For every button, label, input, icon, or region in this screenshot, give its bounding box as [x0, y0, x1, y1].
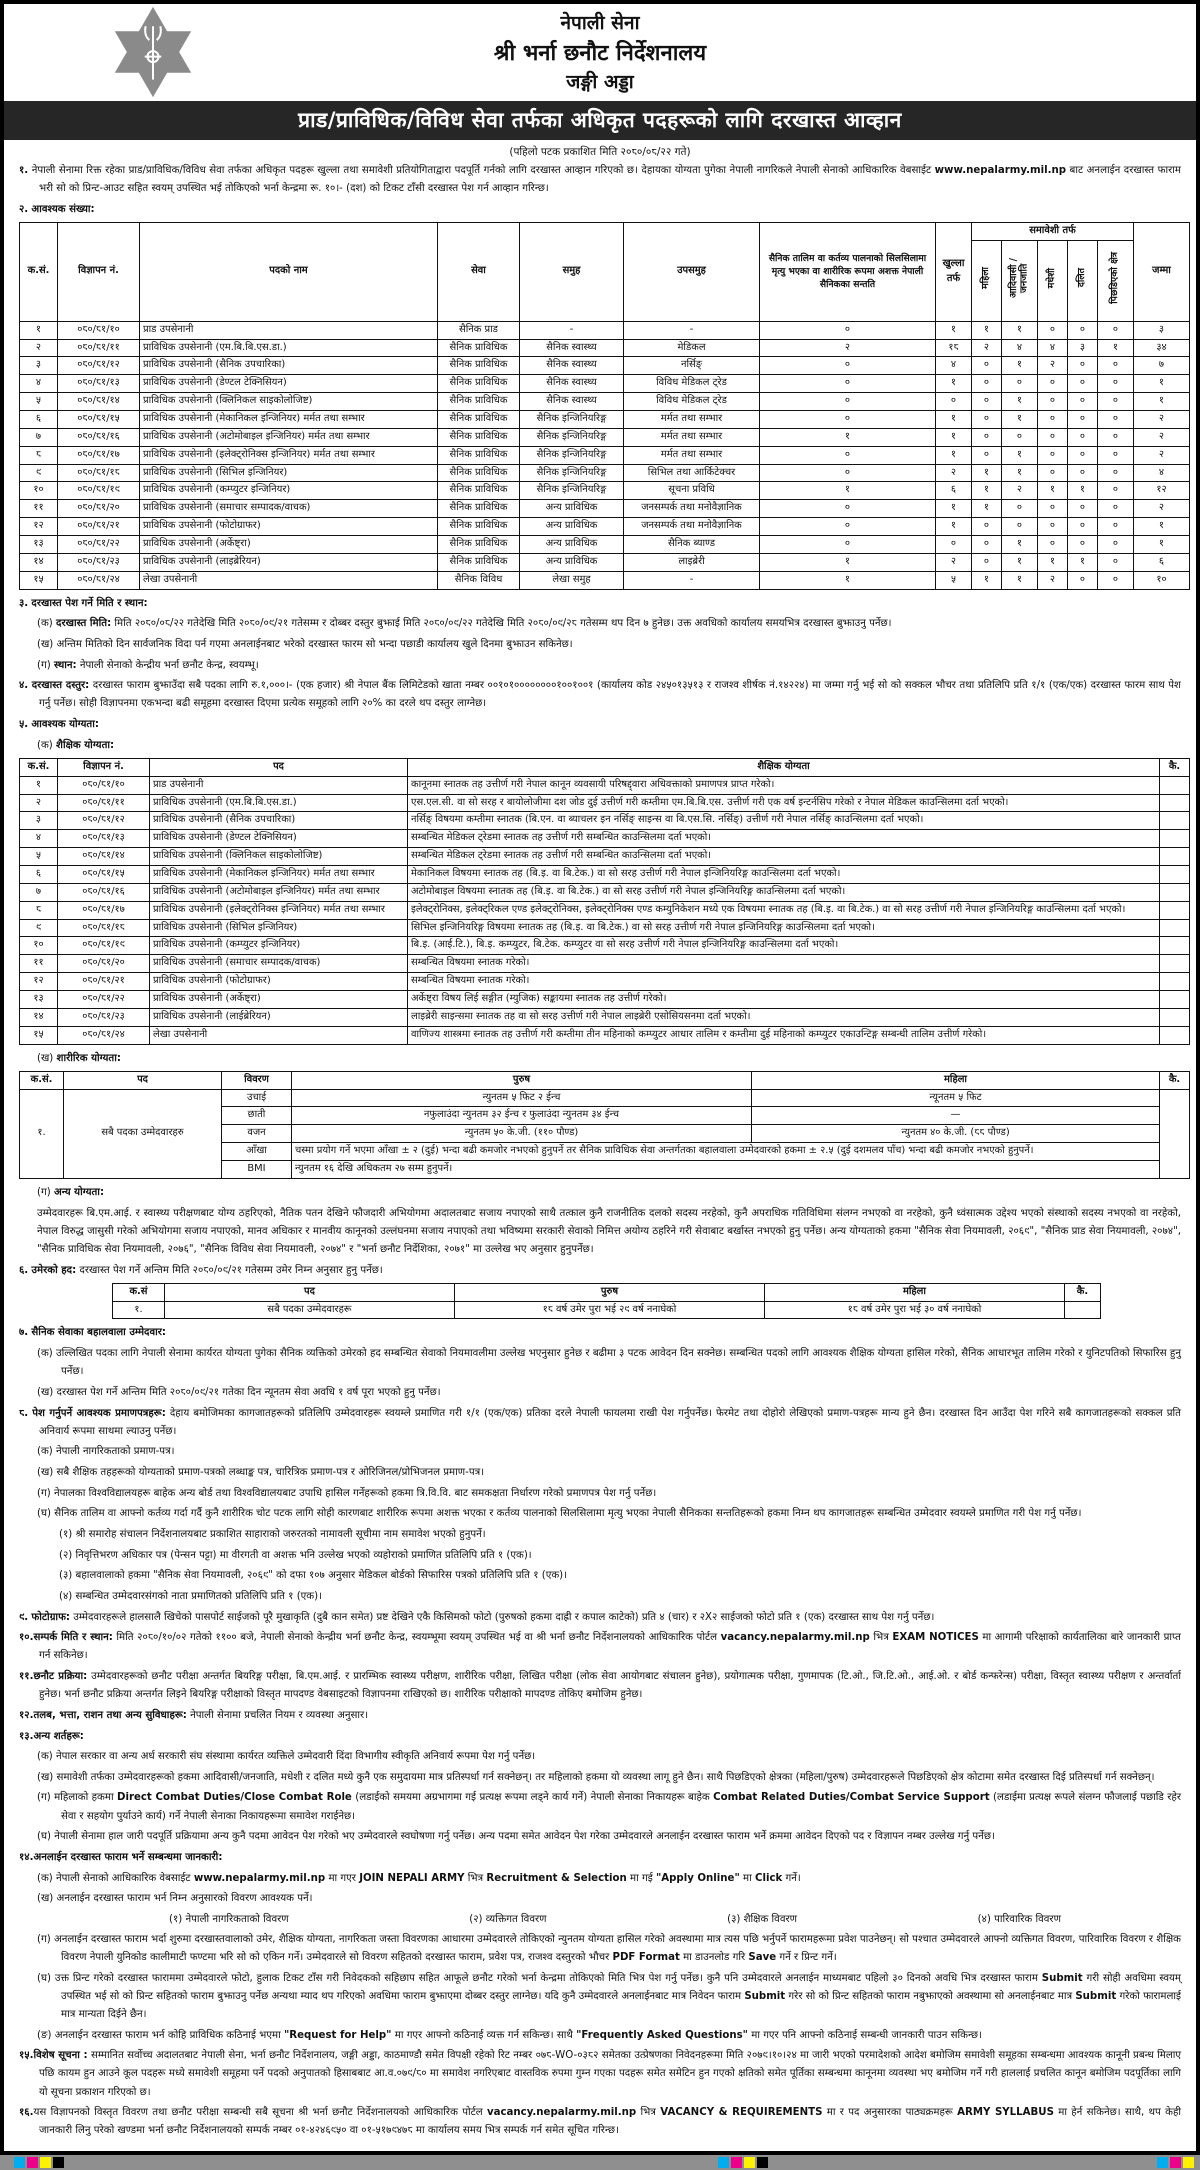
- education-table: [19, 758, 1190, 1045]
- table-row: १३ ०८०/८१/२२ प्राविधिक उपसेनानी (अर्केष्ट्रा) अर्केष्ट्रा विषय लिई सङ्गीत (म्युजिक) सङ्कायमा स्नातक तह उत्तीर्ण गरेको।: [20, 990, 1190, 1008]
- cmyk-patch: [1183, 2157, 1194, 2168]
- section-5-phys-label: (ख) शारीरिक योग्यता:: [37, 1052, 121, 1064]
- table-row: १५ ०८०/८१/२४ लेखा उपसेनानी वाणिज्य शास्त्रमा स्नातक तह उत्तीर्ण गरी कम्तीमा तीन महिनाको कम्प्युटर आधार तालिम र कम्तीमा दुई महिनाको कम्प्युटर एकाउन्टिङ्ग सम्बन्धी तालिम उत्तीर्ण गरेको।: [20, 1026, 1190, 1044]
- table-row: ८ ०८०/८१/१७ प्राविधिक उपसेनानी (इलेक्ट्रोनिक्स इन्जिनियर) मर्मत तथा सम्भार सैनिक प्राविधिक सैनिक इन्जिनियरिङ्ग मर्मत तथा सम्भार ० १ ० १ ० ० ० २: [20, 446, 1190, 464]
- table-row: ९ ०८०/८१/१८ प्राविधिक उपसेनानी (सिभिल इन्जिनियर) सैनिक प्राविधिक सैनिक इन्जिनियरिङ्ग सिभिल तथा आर्किटेक्चर ० २ १ १ ० ० ० ४: [20, 464, 1190, 482]
- age-table-header: क.सं पद पुरुष महिला कै.: [112, 1283, 1100, 1301]
- vacancy-table-body: [20, 321, 1190, 589]
- table-row: १२ ०८०/८१/२१ प्राविधिक उपसेनानी (फोटोग्राफर) सम्बन्धित विषयमा स्नातक गरेको।: [20, 973, 1190, 991]
- section-8-item-kha: (ख) सबै शैक्षिक तहहरूको योग्यताको प्रमाण-पत्रको लब्धाङ्क पत्र, चारित्रिक प्रमाण-पत्र र ओरिजिनल/प्रोभिजनल प्रमाण-पत्र।: [37, 1466, 485, 1478]
- section-8-sub-3: (३) बहालवालाको हकमा "सैनिक सेवा नियमावली, २०६९" को दफा १०७ अनुसार मेडिकल बोर्डको सिफारिस पत्रको प्रतिलिपि प्रति १ (एक)।: [59, 1570, 568, 1582]
- table-row: ७ ०८०/८१/१६ प्राविधिक उपसेनानी (अटोमोबाइल इन्जिनियर) मर्मत तथा सम्भार अटोमोबाइल विषयमा स्नातक तह (बि.इ. वा बि.टेक.) वा सो सरह उत्तीर्ण गरी नेपाल इन्जिनियरिङ्ग काउन्सिलमा दर्ता भएको।: [20, 883, 1190, 901]
- table-row: आँखा चस्मा प्रयोग गर्ने भएमा आँखा ± २ (दुई) भन्दा बढी कमजोर नभएको हुनुपर्ने तर सैनिक प्राविधिक सेवा अन्तर्गतका बहालवाला उम्मेदवारको हकमा ± २.५ (दुई दशमलव पाँच) भन्दा बढी कमजोर नभएको हुनुपर्ने।: [20, 1143, 1190, 1161]
- notice-title-bar: प्राड/प्राविधिक/विविध सेवा तर्फका अधिकृत पदहरूको लागि दरखास्त आव्हान: [4, 101, 1196, 140]
- education-table-header: क.सं. विज्ञापन नं. पद शैक्षिक योग्यता कै.: [20, 758, 1190, 776]
- cmyk-patch-group-center: [718, 2157, 768, 2168]
- age-table: [112, 1283, 1101, 1320]
- section-14-item-ga: (ग) अनलाईन दरखास्त फाराम भर्दा शुरुमा दरखास्तवालाको उमेर, शैक्षिक योग्यता, नागरिकता जस्ता विवरणका आधारमा उम्मेदवारले तोकिएको न्युनतम योग्यता हासिल गरेको अवस्थामा मात्र त्यस पछि भर्नुपर्ने फारामहरूमा प्रवेश पाउनेछन्। सो पश्चात उम्मेदवारले आफ्नो व्यक्तिगत विवरण, पारिवारिक विवरण र शैक्षिक विवरण नेपाली युनिकोड कालीमाटी फण्टमा भरि सो को एकिन गर्ने। उम्मेदवारले सो विवरण सहितको दरखास्त फाराम, प्रवेश पत्र, राजश्व दस्तुरको भौचर PDF Format मा डाउनलोड गरि Save गर्ने र प्रिन्ट गर्ने।: [37, 1933, 1181, 1963]
- section-16: १६.यस विज्ञापनको विस्तृत विवरण तथा छनौट परीक्षा सम्बन्धी सबै सूचना श्री भर्ना छनौट निर्देशनालयको आधिकारिक पोर्टल vacancy.nepalarmy.mil.np भित्र VACANCY & REQUIREMENTS मा र पद अनुसारका पाठ्यक्रमहरू ARMY SYLLABUS मा हेर्न सकिनेछ। साथै, थप केही जानकारी लिनु परेको खण्डमा भर्ना छनौट निर्देशनालयको सम्पर्क नम्बर ०१-४२४६९५० वा ०१-५१७९४७८ मा कार्यालय समय भित्र सम्पर्क गर्न समेत सूचित गरिन्छ।: [19, 2107, 1181, 2137]
- section-3-item-ka: (क) दरखास्त मिति: मिति २०८०/०८/२२ गतेदेखि मिति २०८०/०९/२१ गतेसम्म र दोब्बर दस्तुर बुझाई मिति २०८०/०९/२२ गतेदेखि मिति २०८०/०९/२८ गतेसम्म थप दिन ७ हुनेछ। उक्त अवधिको कार्यालय समयभित्र दरखास्त बुझाउनु पर्नेछ।: [37, 618, 892, 630]
- section-2-heading: २. आवश्यक संख्या:: [19, 203, 95, 215]
- section-1: [19, 162, 1181, 198]
- section-14-item-kha: (ख) अनलाईन दरखास्त फाराम भर्न निम्न अनुसारको विवरण आवश्यक पर्ने।: [37, 1893, 313, 1905]
- table-row: ७ ०८०/८१/१६ प्राविधिक उपसेनानी (अटोमोबाइल इन्जिनियर) मर्मत तथा सम्भार सैनिक प्राविधिक सैनिक इन्जिनियरिङ्ग मर्मत तथा सम्भार १ १ ० ० ० ० ० २: [20, 428, 1190, 446]
- section-8-sub-4: (४) सम्बन्धित उम्मेदवारसंगको नाता प्रमाणितको प्रतिलिपि प्रति १ (एक)।: [59, 1590, 322, 1602]
- cmyk-patch: [731, 2157, 742, 2168]
- table-row: BMI न्युनतम १६ देखि अधिकतम २७ सम्म हुनुपर्ने।: [20, 1161, 1190, 1179]
- print-registration-strip: [0, 2155, 1200, 2170]
- section-13-item-ga: (ग) महिलाको हकमा Direct Combat Duties/Close Combat Role (लडाईको समयमा अग्रभागमा गई प्रत्यक्ष रूपमा लड्ने कार्य गर्ने) नेपाली सेनाका निकायहरू बाहेक Combat Related Duties/Combat Service Support (लडाईमा प्रत्यक्ष रूपले संलग्न फौजलाई पछाडि रहेर सेवा र सहयोग पुर्याउने कार्य) गर्ने नेपाली सेनाका निकायहरूमा समावेश गराईनेछ।: [37, 1792, 1181, 1822]
- vacancy-table: [19, 222, 1190, 590]
- section-8-item-ka: (क) नेपाली नागरिकताको प्रमाण-पत्र।: [37, 1446, 175, 1458]
- table-row: १५ ०८०/८१/२४ लेखा उपसेनानी सैनिक विविध लेखा समुह - १ ५ १ १ २ ० ० १०: [20, 571, 1190, 589]
- section-8-sub-1: (१) श्री समारोह संचालन निर्देशनालयबाट प्रकाशित साहाराको जरुरतको नामावली सूचीमा नाम समावेश भएको हुनुपर्ने।: [59, 1528, 486, 1540]
- inclusive-header: समावेशी तर्फ: [972, 222, 1134, 240]
- directorate-name: श्री भर्ना छनौट निर्देशनालय: [493, 40, 707, 66]
- section-6-heading: ६. उमेरको हद: दरखास्त पेश गर्ने अन्तिम मिति २०८०/०९/२१ गतेसम्म उमेर निम्न अनुसार हुनु पर्नेछ।: [19, 1264, 383, 1276]
- table-row: ३ ०८०/८१/१२ प्राविधिक उपसेनानी (सैनिक उपचारिका) सैनिक प्राविधिक सैनिक स्वास्थ्य नर्सिङ् ० ४ ० १ २ ० ० ७: [20, 357, 1190, 375]
- nepal-army-emblem: [103, 6, 203, 98]
- section-3-item-ga: (ग) स्थान: नेपाली सेनाको केन्द्रीय भर्ना छनौट केन्द्र, स्वयम्भू।: [37, 659, 259, 671]
- cmyk-patch-group-left: [14, 2157, 64, 2168]
- section-7-item-ka: (क) उल्लिखित पदका लागि नेपाली सेनामा कार्यरत योग्यता पुगेका सैनिक व्यक्तिको उमेरको हद सम्बन्धित सेवाको नियमावलीमा उल्लेख भएनुसार हुनेछ र बढीमा ३ पटक आवेदन दिन सक्नेछ। सम्बन्धित पदको लागि आवश्यक शैक्षिक योग्यता हासिल गरेको, सैनिक आधारभूत तालिम गरेको र युनिटपतिको सिफारिस हुनु पर्नेछ।: [37, 1348, 1181, 1378]
- section-3-heading: ३. दरखास्त पेश गर्ने मिति र स्थान:: [19, 597, 148, 609]
- table-row: १३ ०८०/८१/२२ प्राविधिक उपसेनानी (अर्केष्ट्रा) सैनिक प्राविधिक अन्य प्राविधिक सैनिक ब्याण्ड ० ० ० १ ० ० ० १: [20, 535, 1190, 553]
- table-row: ८ ०८०/८१/१७ प्राविधिक उपसेनानी (इलेक्ट्रोनिक्स इन्जिनियर) मर्मत तथा सम्भार इलेक्ट्रोनिक्स, इलेक्ट्रिकल एण्ड इलेक्ट्रोनिक्स, इलेक्ट्रोनिक्स एण्ड कम्युनिकेशन मध्ये एक विषयमा स्नातक तह (बि.इ. वा बि.टेक.) वा सो सरह उत्तीर्ण गरी नेपाल इन्जिनियरिङ्ग काउन्सिलमा दर्ता भएको।: [20, 901, 1190, 919]
- section-10: १०.सम्पर्क मिति र स्थान: मिति २०८०/१०/०२ गतेको ११०० बजे, नेपाली सेनाको केन्द्रीय भर्ना छनौट केन्द्र, स्वयम्भूमा स्वयम् उपस्थित भई वा श्री भर्ना छनौट निर्देशनालयको आधिकारिक पोर्टल vacancy.nepalarmy.mil.np भित्र EXAM NOTICES मा आगामी परिक्षाको कार्यतालिका बारे जानकारी प्राप्त गर्न सकिनेछ।: [19, 1632, 1181, 1662]
- table-row: १ ०८०/८१/१० प्राड उपसेनानी सैनिक प्राड - - ० १ १ १ ० ० ० ३: [20, 321, 1190, 339]
- section-13-item-kha: (ख) समावेशी तर्फका उम्मेदवारहरूको हकमा आदिवासी/जनजाति, मधेशी र दलित मध्ये कुनै एक समुदायमा मात्र प्रतिस्पर्धा गर्न सक्नेछन्। तर महिलाको हकमा यो व्यवस्था लागू हुने छैन। साथै पिछडिएको क्षेत्रका (महिला/पुरुष) उम्मेदवारहरूले पिछडिएको क्षेत्र कोटामा समेत दरखास्त दिई प्रतिस्पर्धा गर्न सक्नेछन्।: [37, 1771, 1155, 1783]
- section-14-detail-columns: [19, 1911, 1181, 1928]
- physical-table: [19, 1071, 1190, 1179]
- section-13-item-ka: (क) नेपाल सरकार वा अन्य अर्ध सरकारी संघ संस्थामा कार्यरत व्यक्तिले उम्मेदवारी दिंदा विभागीय स्वीकृति अनिवार्य रूपमा पेश गर्नु पर्नेछ।: [37, 1751, 536, 1763]
- section-9: ९. फोटोग्राफ: उम्मेदवारहरूले हालसालै खिचेको पासपोर्ट साईजको पूरै मुखाकृति (दुबै कान समेत) प्रष्ट देखिने एकै किसिमको फोटो (पुरुषको हकमा दाह्री र कपाल काटेको) प्रति ४ (चार) र २X२ साईजको फोटो प्रति १ (एक) दरखास्त साथ पेश गर्नु पर्नेछ।: [19, 1611, 935, 1623]
- section-8-item-ga: (ग) नेपालका विश्वविद्यालयहरू बाहेक अन्य बोर्ड तथा विश्वविद्यालयबाट उपाधि हासिल गर्नेहरूको हकमा त्रि.वि.वि. बाट समकक्षता निर्धारण गरेको प्रमाणपत्र पेश गर्नु पर्नेछ।: [37, 1487, 657, 1499]
- table-row: १४ ०८०/८१/२३ प्राविधिक उपसेनानी (लाईब्रेरियन) लाइब्रेरी साइन्समा स्नातक तह वा सो सरह उत्तीर्ण गरी नेपाल लाइब्रेरी एसोसियसनमा दर्ता भएको।: [20, 1008, 1190, 1026]
- table-row: वजन न्युनतम ५० के.जी. (११० पौण्ड) न्युनतम ४० के.जी. (८८ पौण्ड): [20, 1125, 1190, 1143]
- detail-col-1: (१) नेपाली नागरिकताको विवरण: [169, 1913, 289, 1925]
- vacancy-table-header: क.सं. विज्ञापन नं. पदको नाम सेवा समुह उपसमुह सैनिक तालिम वा कर्तव्य पालनाको सिलसिलामा मृत्यु भएका वा शारीरिक रूपमा अशक्त नेपाली सैनिकका सन्तति खुल्ला तर्फ समावेशी तर्फ जम्मा महिला आदिवासी / जनजाति मधेशी दलित पिछडिएको क्षेत्र: [20, 222, 1190, 321]
- table-row: ४ ०८०/८१/१३ प्राविधिक उपसेनानी (डेण्टल टेक्निसियन) सैनिक प्राविधिक सैनिक स्वास्थ्य विविध मेडिकल ट्रेड ० १ ० ० ० ० ० १: [20, 375, 1190, 393]
- section-14-item-nga: (ङ) अनलाईन दरखास्त फाराम भर्न कोहि प्राविधिक कठिनाई भएमा "Request for Help" मा गएर आफ्नो कठिनाई व्यक्त गर्न सकिन्छ। साथै "Frequently Asked Questions" मा गएर पनि आफ्नो कठिनाई सम्बन्धी जानकारी पाउन सकिन्छ।: [37, 2029, 982, 2041]
- table-row: ११ ०८०/८१/२० प्राविधिक उपसेनानी (समाचार सम्पादक/वाचक) सैनिक प्राविधिक अन्य प्राविधिक जनसम्पर्क तथा मनोवैज्ञानिक ० १ १ ० ० ० ० २: [20, 500, 1190, 518]
- table-row: १० ०८०/८१/१९ प्राविधिक उपसेनानी (कम्प्युटर इन्जिनियर) बि.इ. (आई.टि.), बि.इ. कम्प्युटर, बि.टेक. कम्प्युटर वा सो सरह उत्तीर्ण गरी नेपाल इन्जिनियरिङ्ग काउन्सिलमा दर्ता भएको।: [20, 937, 1190, 955]
- headquarters-name: जङ्गी अड्डा: [566, 71, 634, 94]
- table-row: ११ ०८०/८१/२० प्राविधिक उपसेनानी (समाचार सम्पादक/वाचक) सम्बन्धित विषयमा स्नातक गरेको।: [20, 955, 1190, 973]
- section-14-item-ka: (क) नेपाली सेनाको आधिकारिक वेबसाईट www.nepalarmy.mil.np मा गएर JOIN NEPALI ARMY भित्र Recruitment & Selection मा गई "Apply Online" मा Click गर्ने।: [37, 1872, 801, 1884]
- section-7-item-kha: (ख) दरखास्त पेश गर्ने अन्तिम मिति २०८०/०९/२१ गतेका दिन न्यूनतम सेवा अवधि १ वर्ष पूरा भएको हुनु पर्नेछ।: [37, 1386, 441, 1398]
- table-row: ५ ०८०/८१/१४ प्राविधिक उपसेनानी (क्लिनिकल साइकोलोजिष्ट) सैनिक प्राविधिक सैनिक स्वास्थ्य विविध मेडिकल ट्रेड ० ० ० १ ० ० ० १: [20, 393, 1190, 411]
- table-row: १. सबै पदका उम्मेदवारहरु उचाई न्युनतम ५ फिट २ ईन्च न्यूनतम ५ फिट: [20, 1089, 1190, 1107]
- section-5-heading: ५. आवश्यक योग्यता:: [19, 719, 99, 730]
- table-row: ६ ०८०/८१/१५ प्राविधिक उपसेनानी (मेकानिकल इन्जिनियर) मर्मत तथा सम्भार सैनिक प्राविधिक सैनिक इन्जिनियरिङ्ग मर्मत तथा सम्भार ० १ ० १ ० ० ० २: [20, 410, 1190, 428]
- cmyk-patch: [14, 2157, 25, 2168]
- table-row: १२ ०८०/८१/२१ प्राविधिक उपसेनानी (फोटोग्राफर) सैनिक प्राविधिक अन्य प्राविधिक जनसम्पर्क तथा मनोवैज्ञानिक ० १ ० ० ० ० ० १: [20, 518, 1190, 536]
- section-number: १.: [19, 164, 29, 176]
- section-4: ४. दरखास्त दस्तुर: दरखास्त फाराम बुझाउँदा सबै पदका लागि रु.१,०००।- (एक हजार) श्री नेपाल बैंक लिमिटेडको खाता नम्बर ००१०१००००००००१००१००१ (कार्यालय कोड २४५०१३५१३ र राजश्व शीर्षक नं.१४२२४) मा जम्मा गर्नु भई सो को सक्कल भौचर तथा प्रतिलिपि प्रति १/१ (एक/एक) दरखास्त फारम साथ पेश गर्नु पर्नेछ। सोही विज्ञापनमा एकभन्दा बढी समूहमा दरखास्त दिएमा प्रत्येक समूहको लागि २०% का दरले थप दस्तुर लाग्नेछ।: [19, 680, 1181, 710]
- cmyk-patch: [27, 2157, 38, 2168]
- table-row: १० ०८०/८१/१९ प्राविधिक उपसेनानी (कम्प्युटर इन्जिनियर) सैनिक प्राविधिक सैनिक इन्जिनियरिङ्ग सूचना प्रविधि १ ६ १ २ १ १ ० १२: [20, 482, 1190, 500]
- table-row: ९ ०८०/८१/१८ प्राविधिक उपसेनानी (सिभिल इन्जिनियर) सिभिल इन्जिनियरिङ्ग विषयमा स्नातक तह (बि.इ. वा बि.टेक.) वा सो सरह उत्तीर्ण गरी नेपाल इन्जिनियरिङ्ग काउन्सिलमा दर्ता भएको।: [20, 919, 1190, 937]
- age-table-body: [112, 1301, 1100, 1319]
- section-8-heading: ८. पेश गर्नुपर्ने आवश्यक प्रमाणपत्रहरू: देहाय बमोजिमका कागजातहरूको प्रतिलिपि उम्मेदवारहरू स्वयम्ले प्रमाणित गरी १/१ (एक/एक) प्रतिका दरले नेपाली फायलमा राखी पेश गर्नुपर्नेछ। फेरमेट तथा दोहोरो लेखिएको प्रमाण-पत्रहरू मान्य हुने छैन। दरखास्त दिन आउँदा पेश गरिने सबै कागजातहरूको सक्कल प्रति अनिवार्य रूपमा साथमा ल्याउनु पर्नेछ।: [19, 1407, 1181, 1437]
- table-row: ३ ०८०/८१/१२ प्राविधिक उपसेनानी (सैनिक उपचारिका) नर्सिङ् विषयमा कम्तीमा स्नातक (बि.एन. वा ब्याचलर इन नर्सिङ् साइन्स वा बि.एस.सि. नर्सिङ्) उत्तीर्ण गरी नेपाल नर्सिङ् काउन्सिलमा दर्ता भएको।: [20, 812, 1190, 830]
- cmyk-patch: [718, 2157, 729, 2168]
- table-row: १४ ०८०/८१/२३ प्राविधिक उपसेनानी (लाइब्रेरियन) सैनिक प्राविधिक अन्य प्राविधिक लाइब्रेरी १ २ ० १ १ १ ० ६: [20, 553, 1190, 571]
- table-row: १. सबै पदका उम्मेदवारहरू १८ वर्ष उमेर पुरा भई २९ वर्ष ननाघेको १८ वर्ष उमेर पुरा भई ३० वर्ष ननाघेको: [112, 1301, 1100, 1319]
- detail-col-2: (२) व्यक्तिगत विवरण: [469, 1913, 547, 1925]
- org-name: नेपाली सेना: [560, 12, 640, 34]
- cmyk-patch: [53, 2157, 64, 2168]
- section-2-title: आवश्यक संख्या:: [31, 203, 95, 215]
- cmyk-patch: [1170, 2157, 1181, 2168]
- physical-table-header: क.सं. पद विवरण पुरुष महिला कै.: [20, 1071, 1190, 1089]
- section-14-heading: १४.अनलाईन दरखास्त फाराम भर्ने सम्बन्धमा जानकारी:: [19, 1851, 223, 1863]
- section-8-item-gha: (घ) सैनिक तालिम वा आफ्नो कर्तव्य गर्दा गर्दै कुनै शारीरिक चोट पटक लागि सोही कारणबाट शारीरिक रूपमा अशक्त भएका र कर्तव्य पालनाको सिलसिलामा मृत्यु भएका नेपाली सैनिकका सन्ततिहरूको हकमा निम्न थप कागजातहरू सम्बन्धित उम्मेदवार स्वयम्ले प्रमाणित गरी पेश गर्नु पर्नेछ।: [37, 1508, 1082, 1520]
- header: [19, 4, 1181, 97]
- section-1-text: नेपाली सेनामा रिक्त रहेका प्राड/प्राविधिक/विविध सेवा तर्फका अधिकृत पदहरू खुल्ला तथा समावेशी प्रतियोगिताद्वारा पदपूर्ति गर्नको लागि दरखास्त आव्हान गरिएको छ। देहायका योग्यता पुगेका नेपाली नागरिकले नेपाली सेनाको आधिकारिक वेबसाईट www.nepalarmy.mil.np बाट अनलाईन दरखास्त फाराम भरी सो को प्रिन्ट-आउट सहित स्वयम् उपस्थित भई तोकिएको भर्ना केन्द्रमा रू. १०।- (दश) को टिकट टाँसी दरखास्त पेश गर्न आव्हान गरिन्छ।: [31, 164, 1181, 195]
- section-13-heading: १३.अन्य शर्तहरू:: [19, 1730, 84, 1742]
- table-row: ४ ०८०/८१/१३ प्राविधिक उपसेनानी (डेण्टल टेक्निसियन) सम्बन्धित मेडिकल ट्रेडमा स्नातक तह उत्तीर्ण गरी सम्बन्धित काउन्सिलमा दर्ता भएको।: [20, 830, 1190, 848]
- section-8-sub-2: (२) निवृत्तिभरण अधिकार पत्र (पेन्सन पट्टा) मा वीरगती वा अशक्त भनि उल्लेख भएको व्यहोराको प्रमाणित प्रतिलिपि प्रति १ (एक)।: [59, 1549, 532, 1561]
- section-7-heading: ७. सैनिक सेवाका बहालवाला उम्मेदवार:: [19, 1327, 167, 1339]
- table-row: २ ०८०/८१/११ प्राविधिक उपसेनानी (एम.बि.बि.एस.डा.) एस.एल.सी. वा सो सरह र बायोलोजीमा दश जोड दुई उत्तीर्ण गरी कम्तीमा एम.बि.बि.एस. उत्तीर्ण गरी एक वर्ष इन्टर्नसिप गरेको र नेपाल मेडिकल काउन्सिलमा दर्ता भएको।: [20, 794, 1190, 812]
- section-12: १२.तलब, भत्ता, राशन तथा अन्य सुविधाहरू: नेपाली सेनामा प्रचलित नियम र व्यवस्था अनुसार।: [19, 1709, 369, 1721]
- table-row: २ ०८०/८१/११ प्राविधिक उपसेनानी (एम.बि.बि.एस.डा.) सैनिक प्राविधिक सैनिक स्वास्थ्य मेडिकल २ १८ २ ४ ४ ३ १ ३४: [20, 339, 1190, 357]
- section-5-other-label: (ग) अन्य योग्यता:: [37, 1186, 105, 1198]
- cmyk-patch: [757, 2157, 768, 2168]
- table-row: १ ०८०/८१/१० प्राड उपसेनानी कानूनमा स्नातक तह उत्तीर्ण गरी नेपाल कानून व्यवसायी परिषद्द्वारा अधिवक्ताको प्रमाणपत्र प्राप्त गरेको।: [20, 776, 1190, 794]
- section-14-item-gha: (घ) उक्त प्रिन्ट गरेको दरखास्त फाराममा उम्मेदवारले फोटो, हुलाक टिकट टाँस गरी निवेदकको सहिछाप सहित आफूले छनौट गरेको भर्ना केन्द्रमा तोकिएको मिति भित्र पेश गर्नु पर्नेछ। कुनै पनि उम्मेदवारले अनलाईन माध्यमबाट पहिलो ३० दिनको अवधि भित्र दरखास्त फाराम Submit गरी सोही अवधिमा स्वयम् उपस्थित भई सो को प्रिन्ट सहितको फाराम बुझाउनु पर्नेछ अन्यथा म्याद थप गरिएको अवधिमा फाराम बुझाएमा दोब्बर दस्तुर लाग्नेछ। यदि कुनै उम्मेदवारले अनलाईनबाट मात्र निवेदन फाराम Submit गरेर सो को प्रिन्ट सहितको फाराम नबुझाएको अवस्थामा सो अनलाईनबाट मात्र Submit गरेको फारामलाई मात्र मान्यता दिईने छैन।: [37, 1972, 1182, 2020]
- detail-col-4: (४) पारिवारिक विवरण: [977, 1913, 1061, 1925]
- publish-date: (पहिलो पटक प्रकाशित मिति २०८०/०८/२२ गते): [509, 145, 691, 158]
- detail-col-3: (३) शैक्षिक विवरण: [727, 1913, 798, 1925]
- cmyk-patch: [1157, 2157, 1168, 2168]
- cmyk-patch-group-right: [1157, 2157, 1194, 2168]
- section-5-other-text: उम्मेदवारहरू बि.एम.आई. र स्वास्थ्य परीक्षणबाट योग्य ठहरिएको, नैतिक पतन देखिने फौजदारी अभियोगमा अदालतबाट सजाय नपाएको साथै तत्काल कुनै राजनीतिक दलको सदस्य नरहेको, कुनै अपराधिक गतिविधिमा संलग्न नभएको वा नरहेको, कुनै ध्वंसात्मक उद्देश्य भएको संस्थाको सदस्य नभएको वा नरहेको, नेपाल विरुद्ध जासुसी गरेको अभियोगमा सजाय नपाएको, मानव अधिकार र मानवीय कानूनको उल्लंघनमा सजाय नपाएको तथा भविष्यमा सरकारी सेवाको निमित्त अयोग्य ठहरिने गरी सेवाबाट बर्खास्त नभएको हुनु पर्नेछ। अन्य योग्यताको हकमा "सैनिक सेवा नियमावली, २०६९", "सैनिक प्राड सेवा नियमावली, २०७४", "सैनिक प्राविधिक सेवा नियमावली, २०७६", "सैनिक विविध सेवा नियमावली, २०७४" र "भर्ना छनौट निर्देशिका, २०७१" मा उल्लेख भए अनुसार हुनुपर्नेछ।: [37, 1207, 1181, 1255]
- cmyk-patch: [744, 2157, 755, 2168]
- table-row: छाती नफुलाउंदा न्युनतम ३२ ईन्च र फुलाउंदा न्युनतम ३४ ईन्च —: [20, 1107, 1190, 1125]
- table-row: ६ ०८०/८१/१५ प्राविधिक उपसेनानी (मेकानिकल इन्जिनियर) मर्मत तथा सम्भार मेकानिकल विषयमा स्नातक तह (बि.इ. वा बि.टेक.) वा सो सरह उत्तीर्ण गरी नेपाल इन्जिनियरिङ्ग काउन्सिलमा दर्ता भएको।: [20, 865, 1190, 883]
- section-13-item-gha: (घ) नेपाली सेनामा हाल जारी पदपूर्ति प्रक्रियामा अन्य कुनै पदमा आवेदन पेश गरेको भए उम्मेदवारले स्वघोषणा गर्नु पर्नेछ। अन्य पदमा समेत आवेदन पेश गरेका उम्मेदवारले अनलाईन दरखास्त फाराम भर्ने क्रममा आवेदन दिएको पद र विज्ञापन नम्बर उल्लेख गर्नु पर्नेछ।: [37, 1831, 995, 1843]
- section-3-item-kha: (ख) अन्तिम मितिको दिन सार्वजनिक विदा पर्न गएमा अनलाईनबाट भरेको दरखास्त फारम सो भन्दा पछाडी कार्यालय खुले दिनमा बुझाउन सकिनेछ।: [37, 638, 573, 650]
- section-5-edu-label: (क) शैक्षिक योग्यता:: [37, 739, 115, 751]
- physical-table-body: [20, 1089, 1190, 1178]
- cmyk-patch: [40, 2157, 51, 2168]
- education-table-body: [20, 776, 1190, 1044]
- section-15: १५.विशेष सूचना : सम्मानित सर्वोच्च अदालतबाट नेपाली सेना, भर्ना छनौट निर्देशनालय, जङ्गी अड्डा, काठमाण्डौ समेत विपक्षी रहेको रिट नम्बर ०७८-WO-०३८२ समेतका उत्प्रेषणका निवेदनहरूमा मिति २०७९।१०।२४ मा जारी भएको परमादेशको आदेश बमोजिम समावेशी समूहका सम्बन्धमा आवश्यक कानूनी प्रबन्ध मिलाए पछि कायम हुन आउने कूल पदहरू मध्ये समावेशी समूहमा पर्ने पदको अनुपातको हिसाबबाट आ.व.०७९/८० मा समावेश नगरिएबाट वास्तविक रुपमा गुम्न गएका पदहरू समेत समेटिन हुन गएको क्षतिको समेत पूर्तिका सम्बन्धमा कानूनमा व्यवस्था भए बमोजिम गर्ने गरी हाललाई प्रचलित कानून बमोजिम पदपूर्तिका लागि यो सूचना प्रकाशन गरिएको छ।: [19, 2050, 1182, 2098]
- table-row: ५ ०८०/८१/१४ प्राविधिक उपसेनानी (क्लिनिकल साइकोलोजिष्ट) सम्बन्धित मेडिकल ट्रेडमा स्नातक तह उत्तीर्ण गरी सम्बन्धित काउन्सिलमा दर्ता भएको।: [20, 848, 1190, 866]
- section-11: ११.छनौट प्रक्रिया: उम्मेदवारहरूको छनौट परीक्षा अन्तर्गत बियरिङ्ग परीक्षा, बि.एम.आई. र प्रारम्भिक स्वास्थ्य परीक्षण, शारीरिक परीक्षा, लिखित परीक्षा (लोक सेवा आयोगबाट संचालन हुनेछ), प्रयोगात्मक परीक्षा, गुणमापक (टि.ओ., जि.टि.ओ., आई.ओ. र बोर्ड कन्फरेन्स) परीक्षा, विस्तृत स्वास्थ्य परीक्षण र अन्तर्वार्ता हुनेछ। भर्ना छनौट प्रक्रिया अन्तर्गत लिइने बियरिङ्ग परीक्षाको विस्तृत मापदण्ड वेबसाइटको विज्ञापनमा राखिएको छ। शारीरिक परीक्षाको मापदण्ड तोकिए बमोजिम हुनेछ।: [19, 1671, 1181, 1701]
